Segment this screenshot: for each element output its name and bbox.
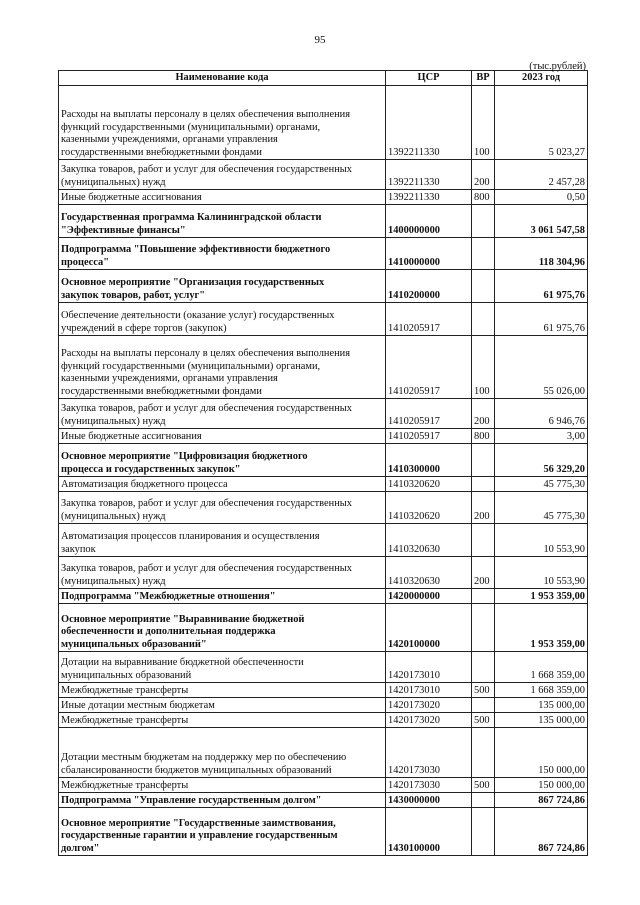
cell-name: Дотации местным бюджетам на поддержку мер по обеспечению сбалансированности бюджетов муниципальных образований xyxy=(59,728,386,778)
table-row xyxy=(59,793,588,808)
cell-vr xyxy=(472,793,495,808)
cell-csr: 1420173030 xyxy=(386,778,472,793)
table-row xyxy=(59,713,588,728)
cell-sum: 867 724,86 xyxy=(495,808,588,856)
cell-csr: 1392211330 xyxy=(386,160,472,190)
cell-vr xyxy=(472,303,495,336)
cell-csr: 1410205917 xyxy=(386,303,472,336)
cell-csr: 1410320620 xyxy=(386,492,472,524)
cell-vr xyxy=(472,238,495,270)
cell-name: Основное мероприятие "Организация государственных закупок товаров, работ, услуг" xyxy=(59,270,386,303)
header-vr: ВР xyxy=(472,71,495,86)
cell-name: Автоматизация бюджетного процесса xyxy=(59,477,386,492)
table-row xyxy=(59,399,588,429)
cell-csr: 1420173020 xyxy=(386,698,472,713)
table-row xyxy=(59,604,588,652)
cell-csr: 1420100000 xyxy=(386,604,472,652)
cell-sum: 150 000,00 xyxy=(495,778,588,793)
cell-name: Межбюджетные трансферты xyxy=(59,683,386,698)
table-row xyxy=(59,728,588,778)
cell-vr xyxy=(472,652,495,683)
cell-name: Дотации на выравнивание бюджетной обеспеченности муниципальных образований xyxy=(59,652,386,683)
cell-sum: 135 000,00 xyxy=(495,698,588,713)
cell-sum: 6 946,76 xyxy=(495,399,588,429)
cell-name: Иные бюджетные ассигнования xyxy=(59,190,386,205)
table-row xyxy=(59,652,588,683)
cell-csr: 1410300000 xyxy=(386,444,472,477)
cell-sum: 1 668 359,00 xyxy=(495,652,588,683)
table-row xyxy=(59,160,588,190)
cell-csr: 1410320630 xyxy=(386,524,472,557)
cell-name: Закупка товаров, работ и услуг для обеспечения государственных (муниципальных) нужд xyxy=(59,160,386,190)
cell-name: Основное мероприятие "Государственные заимствования, государственные гарантии и управление государственным долгом" xyxy=(59,808,386,856)
cell-vr xyxy=(472,589,495,604)
cell-vr xyxy=(472,444,495,477)
cell-name: Межбюджетные трансферты xyxy=(59,713,386,728)
table-row xyxy=(59,524,588,557)
cell-csr: 1420000000 xyxy=(386,589,472,604)
cell-vr: 200 xyxy=(472,399,495,429)
cell-name: Межбюджетные трансферты xyxy=(59,778,386,793)
table-row xyxy=(59,238,588,270)
cell-sum: 61 975,76 xyxy=(495,303,588,336)
cell-sum: 5 023,27 xyxy=(495,86,588,160)
table-row xyxy=(59,205,588,238)
table-row xyxy=(59,303,588,336)
cell-name: Подпрограмма "Управление государственным долгом" xyxy=(59,793,386,808)
cell-csr: 1420173020 xyxy=(386,713,472,728)
table-row xyxy=(59,492,588,524)
table-row xyxy=(59,270,588,303)
cell-name: Подпрограмма "Повышение эффективности бюджетного процесса" xyxy=(59,238,386,270)
cell-csr: 1410320630 xyxy=(386,557,472,589)
cell-csr: 1392211330 xyxy=(386,86,472,160)
cell-sum: 135 000,00 xyxy=(495,713,588,728)
cell-csr: 1420173010 xyxy=(386,652,472,683)
cell-vr xyxy=(472,604,495,652)
cell-sum: 2 457,28 xyxy=(495,160,588,190)
cell-vr: 200 xyxy=(472,557,495,589)
cell-vr: 200 xyxy=(472,160,495,190)
cell-name: Обеспечение деятельности (оказание услуг) государственных учреждений в сфере торгов (закупок) xyxy=(59,303,386,336)
cell-name: Иные дотации местным бюджетам xyxy=(59,698,386,713)
cell-vr xyxy=(472,524,495,557)
table-header-row xyxy=(59,71,588,86)
table-row xyxy=(59,683,588,698)
page-number: 95 xyxy=(314,34,326,46)
cell-vr: 200 xyxy=(472,492,495,524)
cell-csr: 1410000000 xyxy=(386,238,472,270)
header-csr: ЦСР xyxy=(386,71,472,86)
cell-name: Иные бюджетные ассигнования xyxy=(59,429,386,444)
cell-sum: 867 724,86 xyxy=(495,793,588,808)
table-row xyxy=(59,778,588,793)
cell-sum: 0,50 xyxy=(495,190,588,205)
cell-csr: 1410205917 xyxy=(386,336,472,399)
table-row xyxy=(59,336,588,399)
cell-sum: 150 000,00 xyxy=(495,728,588,778)
table-row xyxy=(59,808,588,856)
cell-vr: 800 xyxy=(472,190,495,205)
cell-sum: 45 775,30 xyxy=(495,477,588,492)
cell-name: Закупка товаров, работ и услуг для обеспечения государственных (муниципальных) нужд xyxy=(59,492,386,524)
cell-csr: 1430000000 xyxy=(386,793,472,808)
cell-csr: 1410205917 xyxy=(386,399,472,429)
cell-vr: 500 xyxy=(472,778,495,793)
cell-csr: 1410200000 xyxy=(386,270,472,303)
cell-csr: 1430100000 xyxy=(386,808,472,856)
cell-sum: 61 975,76 xyxy=(495,270,588,303)
cell-name: Закупка товаров, работ и услуг для обеспечения государственных (муниципальных) нужд xyxy=(59,399,386,429)
cell-csr: 1410205917 xyxy=(386,429,472,444)
header-sum: 2023 год xyxy=(495,71,588,86)
cell-vr xyxy=(472,205,495,238)
header-name: Наименование кода xyxy=(59,71,386,86)
cell-sum: 56 329,20 xyxy=(495,444,588,477)
cell-sum: 3,00 xyxy=(495,429,588,444)
cell-name: Основное мероприятие "Выравнивание бюджетной обеспеченности и дополнительная поддержка муниципальных образований" xyxy=(59,604,386,652)
cell-name: Расходы на выплаты персоналу в целях обеспечения выполнения функций государственными (муниципальными) органами, казенными учреждениями, органами управления государственными внебюджетными фондами xyxy=(59,336,386,399)
table-row xyxy=(59,86,588,160)
cell-csr: 1400000000 xyxy=(386,205,472,238)
cell-vr xyxy=(472,698,495,713)
cell-sum: 118 304,96 xyxy=(495,238,588,270)
cell-name: Подпрограмма "Межбюджетные отношения" xyxy=(59,589,386,604)
table-row xyxy=(59,190,588,205)
cell-csr: 1392211330 xyxy=(386,190,472,205)
table-row xyxy=(59,429,588,444)
cell-name: Расходы на выплаты персоналу в целях обеспечения выполнения функций государственными (муниципальными) органами, казенными учреждениями, органами управления государственными внебюджетными фондами xyxy=(59,86,386,160)
cell-csr: 1420173010 xyxy=(386,683,472,698)
table-row xyxy=(59,589,588,604)
table-row xyxy=(59,444,588,477)
cell-vr: 500 xyxy=(472,713,495,728)
cell-vr xyxy=(472,808,495,856)
cell-csr: 1410320620 xyxy=(386,477,472,492)
units-label: (тыс.рублей) xyxy=(529,61,586,72)
cell-name: Государственная программа Калининградской области "Эффективные финансы" xyxy=(59,205,386,238)
cell-csr: 1420173030 xyxy=(386,728,472,778)
cell-vr: 100 xyxy=(472,336,495,399)
cell-sum: 1 953 359,00 xyxy=(495,604,588,652)
table-row xyxy=(59,557,588,589)
budget-table xyxy=(58,70,588,856)
cell-sum: 1 953 359,00 xyxy=(495,589,588,604)
cell-vr: 100 xyxy=(472,86,495,160)
cell-vr xyxy=(472,270,495,303)
cell-vr xyxy=(472,477,495,492)
cell-sum: 45 775,30 xyxy=(495,492,588,524)
table-row xyxy=(59,698,588,713)
cell-sum: 3 061 547,58 xyxy=(495,205,588,238)
cell-sum: 1 668 359,00 xyxy=(495,683,588,698)
cell-name: Автоматизация процессов планирования и осуществления закупок xyxy=(59,524,386,557)
cell-vr: 500 xyxy=(472,683,495,698)
cell-vr xyxy=(472,728,495,778)
cell-name: Закупка товаров, работ и услуг для обеспечения государственных (муниципальных) нужд xyxy=(59,557,386,589)
cell-sum: 10 553,90 xyxy=(495,524,588,557)
cell-vr: 800 xyxy=(472,429,495,444)
cell-sum: 10 553,90 xyxy=(495,557,588,589)
cell-sum: 55 026,00 xyxy=(495,336,588,399)
cell-name: Основное мероприятие "Цифровизация бюджетного процесса и государственных закупок" xyxy=(59,444,386,477)
table-row xyxy=(59,477,588,492)
